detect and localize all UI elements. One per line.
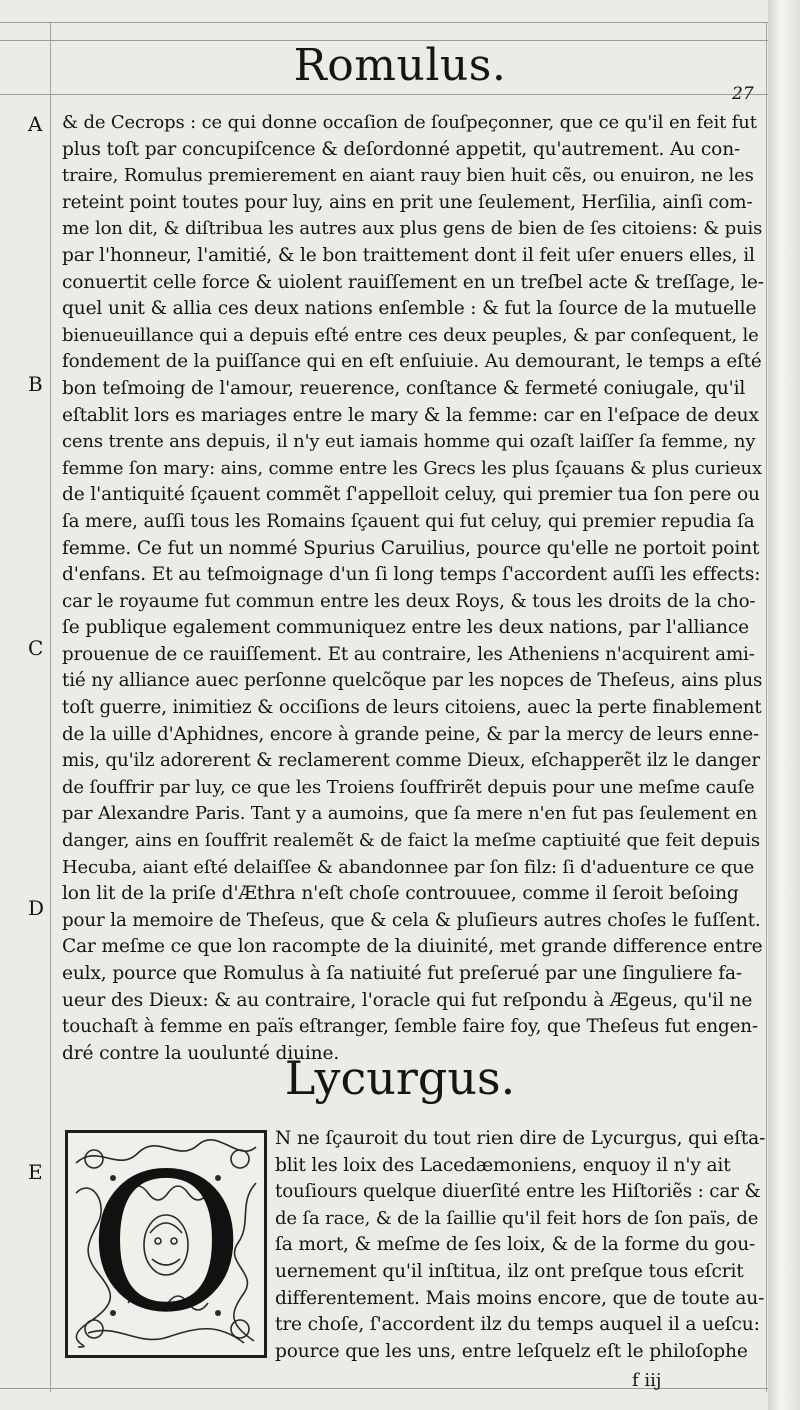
text-line: par Alexandre Paris. Tant y a aumoins, que ſa mere n'en fut pas ſeulement en [62, 803, 758, 825]
text-line: bienueuillance qui a depuis eſté entre ces deux peuples, & par conſequent, le [62, 324, 759, 346]
page-edge [768, 0, 800, 1410]
text-line: Hecuba, aiant eſté delaiſſee & abandonnee par ſon filz: ſi d'aduenture ce que [62, 856, 755, 878]
text-line: traire, Romulus premierement en aiant rauy bien huit cẽs, ou enuiron, ne les [62, 165, 754, 187]
margin-marker-a: A [28, 112, 43, 136]
running-title: Romulus. [293, 40, 507, 91]
text-line: bon teſmoing de l'amour, reuerence, conſtance & fermeté coniugale, qu'il [62, 377, 746, 399]
text-line: & de Cecrops : ce qui donne occaſion de ſouſpeçonner, que ce qu'il en feit fut [62, 112, 757, 133]
text-line: touſiours quelque diuerſité entre les Hiſtoriẽs : car & [275, 1181, 761, 1203]
text-line: quel unit & allia ces deux nations enſemble : & fut la ſource de la mutuelle [62, 298, 757, 320]
text-line: fondement de la puiſſance qui en eſt enſuiuie. Au demourant, le temps a eſté [62, 351, 762, 373]
text-line: de ſouffrir par luy, ce que les Troiens ſouffrirẽt depuis pour une meſme cauſe [62, 776, 755, 798]
margin-marker-d: D [28, 896, 45, 920]
text-line: femme ſon mary: ains, comme entre les Grecs les plus ſçauans & plus curieux [62, 457, 762, 479]
margin-marker-b: B [28, 372, 43, 396]
text-line: ſa mort, & meſme de ſes loix, & de la forme du gou- [275, 1234, 756, 1256]
text-line: touchaſt à femme en païs eſtranger, ſemble faire foy, que Theſeus fut engen- [62, 1016, 758, 1038]
text-line: par l'honneur, l'amitié, & le bon traittement dont il feit uſer enuers elles, il [62, 244, 755, 266]
initial-letter: O [88, 1133, 244, 1354]
text-line: de ſa race, & de la ſaillie qu'il feit hors de ſon païs, de [275, 1207, 759, 1229]
left-margin-rule [50, 22, 51, 1392]
text-line: differentement. Mais moins encore, que de toute au- [275, 1287, 765, 1309]
romulus-text-block [62, 110, 764, 1067]
text-line: mis, qu'ilz adorerent & reclamerent comme Dieux, eſchapperẽt ilz le danger [62, 750, 760, 772]
text-line: pour la memoire de Theſeus, que & cela & pluſieurs autres choſes le fuſſent. [62, 909, 761, 931]
text-line: ueur des Dieux: & au contraire, l'oracle qui fut reſpondu à Ægeus, qu'il ne [62, 989, 753, 1011]
text-line: cens trente ans depuis, il n'y eut iamais homme qui ozaſt laiſſer ſa femme, ny [62, 431, 756, 453]
text-line: d'enfans. Et au teſmoignage d'un ſi long temps ſ'accordent auſſi les effects: [62, 564, 761, 586]
text-line: tre choſe, ſ'accordent ilz du temps auquel il a ueſcu: [275, 1314, 760, 1336]
text-line: N ne ſçauroit du tout rien dire de Lycurgus, qui eſta- [275, 1128, 765, 1149]
text-line: femme. Ce fut un nommé Spurius Caruilius, pource qu'elle ne portoit point [62, 537, 760, 559]
right-margin-rule [766, 22, 767, 1392]
text-line: eſtablit lors es mariages entre le mary & la femme: car en l'eſpace de deux [62, 404, 759, 426]
text-line: pource que les uns, entre leſquelz eſt le philoſophe [275, 1340, 748, 1362]
text-line: uernement qu'il inſtitua, ilz ont preſque tous eſcrit [275, 1260, 744, 1282]
page-number: 27 [732, 84, 754, 104]
top-ruled-line [0, 22, 768, 23]
text-line: conuertit celle force & uiolent rauiſſement en un treſbel acte & treſſage, le- [62, 271, 764, 293]
margin-marker-e: E [28, 1160, 43, 1184]
text-line: reteint point toutes pour luy, ains en prit une ſeulement, Herſilia, ainſi com- [62, 191, 753, 213]
signature-mark: f iij [632, 1370, 662, 1391]
text-line: eulx, pource que Romulus à ſa natiuité fut preſerué par une ſinguliere fa- [62, 963, 743, 984]
text-line: blit les loix des Lacedæmoniens, enquoy il n'y ait [275, 1154, 731, 1176]
text-line: danger, ains en ſouffrit realemẽt & de faict la meſme captiuité que feit depuis [62, 830, 760, 852]
text-line: dré contre la uoulunté diuine. [62, 1042, 340, 1064]
text-line: lon lit de la priſe d'Æthra n'eſt choſe controuuee, comme il ſeroit beſoing [62, 883, 739, 905]
lycurgus-text-block [275, 1126, 765, 1365]
decorated-initial [65, 1130, 267, 1358]
text-line: toſt guerre, inimitiez & occiſions de leurs citoiens, auec la perte finablement [62, 697, 762, 719]
text-line: de la uille d'Aphidnes, encore à grande peine, & par la mercy de leurs enne- [62, 723, 760, 745]
text-line: car le royaume fut commun entre les deux Roys, & tous les droits de la cho- [62, 590, 756, 612]
text-line: Car meſme ce que lon racompte de la diuinité, met grande difference entre [62, 936, 763, 958]
text-line: me lon dit, & diſtribua les autres aux plus gens de bien de ſes citoiens: & puis [62, 218, 763, 240]
text-line: prouenue de ce rauiſſement. Et au contraire, les Atheniens n'acquirent ami- [62, 643, 755, 665]
text-line: ſa mere, auſſi tous les Romains ſçauent qui fut celuy, qui premier repudia ſa [62, 510, 755, 532]
text-line: ſe publique egalement communiquez entre les deux nations, par l'alliance [62, 617, 749, 639]
text-line: plus toſt par concupiſcence & deſordonné appetit, qu'autrement. Au con- [62, 138, 741, 160]
section-title-lycurgus: Lycurgus. [284, 1051, 516, 1105]
text-line: tié ny alliance auec perſonne quelcõque par les nopces de Theſeus, ains plus [62, 670, 763, 692]
margin-marker-c: C [28, 636, 44, 660]
text-line: de l'antiquité ſçauent commẽt ſ'appelloit celuy, qui premier tua ſon pere ou [62, 484, 760, 506]
